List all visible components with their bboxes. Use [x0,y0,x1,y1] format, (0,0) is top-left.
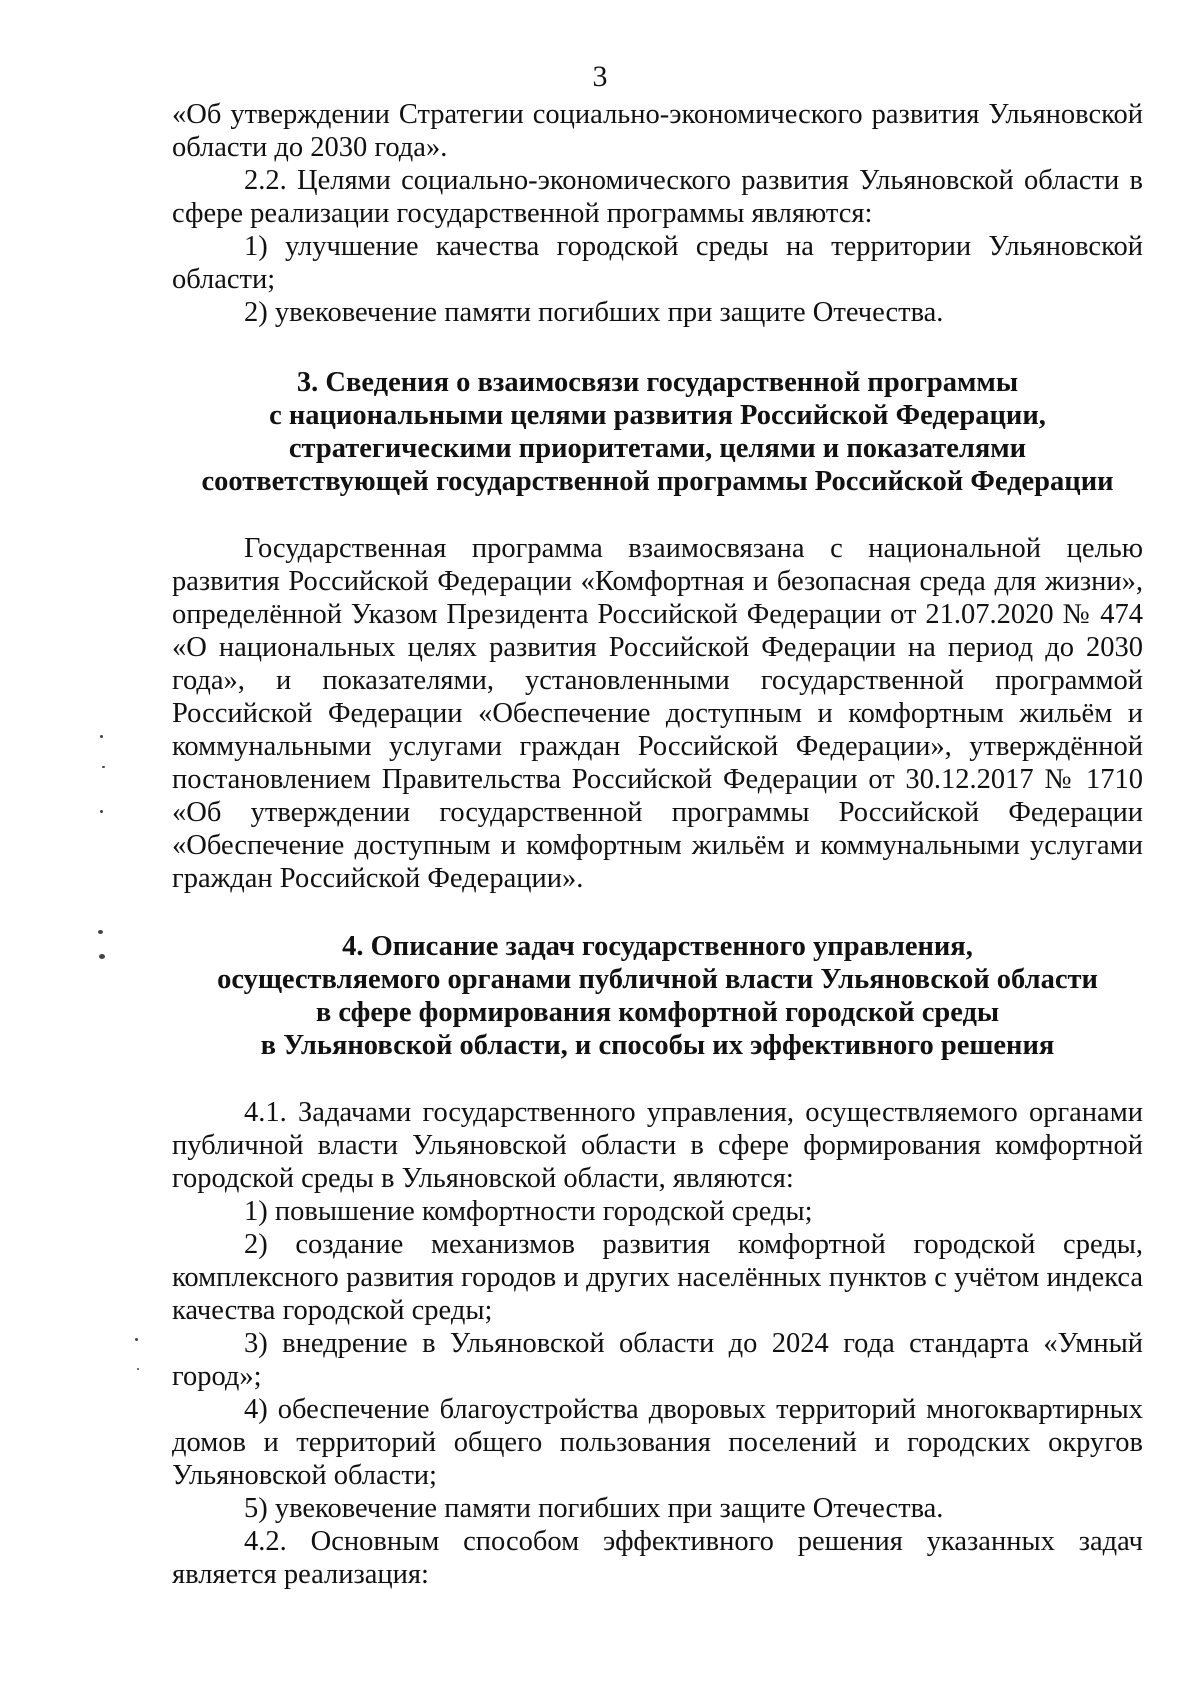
section-4-body [172,1096,1143,1591]
paragraph: 4.2. Основным способом эффективного решения указанных задач является реализация: [172,1526,1143,1590]
heading-line: осуществляемого органами публичной власти Ульяновской области [217,964,1098,995]
page-number: 3 [592,60,608,93]
section-3-body [172,532,1143,895]
list-item: 3) внедрение в Ульяновской области до 2024 года стандарта «Умный город»; [172,1328,1143,1392]
list-item: 1) повышение комфортности городской среды; [244,1196,813,1227]
list-item: 5) увековечение памяти погибших при защите Отечества. [244,1493,944,1524]
heading-line: в Ульяновской области, и способы их эффективного решения [260,1030,1055,1061]
section-4-heading [172,930,1143,1062]
list-item: 2) увековечение памяти погибших при защите Отечества. [244,297,944,328]
intro-block [172,98,1143,329]
section-3-heading [172,366,1143,498]
heading-line: соответствующей государственной программы Российской Федерации [201,466,1114,497]
heading-line: в сфере формирования комфортной городской среды [315,997,1000,1028]
list-item: 1) улучшение качества городской среды на территории Ульяновской области; [172,231,1143,295]
paragraph: Государственная программа взаимосвязана с национальной целью развития Российской Федерации «Комфортная и безопасная среда для жизни», определённой Указом Президента Российской Федерации от 21.07.2020 № 474 «О национальных целях развития Российской Федерации на период до 2030 года», и показателями, установленными государственной программой Российской Федерации «Обеспечение доступным и комфортным жильём и коммунальными услугами граждан Российской Федерации», утверждённой постановлением Правительства Российской Федерации от 30.12.2017 № 1710 «Об утверждении государственной программы Российской Федерации «Обеспечение доступным и комфортным жильём и коммунальными услугами граждан Российской Федерации». [172,533,1143,894]
list-item: 4) обеспечение благоустройства дворовых территорий многоквартирных домов и территорий общего пользования поселений и городских округов Ульяновской области; [172,1394,1143,1491]
heading-line: стратегическими приоритетами, целями и показателями [288,433,1027,464]
paragraph: «Об утверждении Стратегии социально-экономического развития Ульяновской области до 2030 года». [172,99,1143,163]
list-item: 2) создание механизмов развития комфортной городской среды, комплексного развития городов и других населённых пунктов с учётом индекса качества городской среды; [172,1229,1143,1326]
heading-line: 4. Описание задач государственного управления, [342,931,973,962]
heading-line: 3. Сведения о взаимосвязи государственной программы [296,367,1019,398]
heading-line: с национальными целями развития Российской Федерации, [269,400,1046,431]
paragraph: 4.1. Задачами государственного управления, осуществляемого органами публичной власти Ульяновской области в сфере формирования комфортной городской среды в Ульяновской области, являются: [172,1097,1143,1194]
paragraph: 2.2. Целями социально-экономического развития Ульяновской области в сфере реализации государственной программы являются: [172,165,1143,229]
